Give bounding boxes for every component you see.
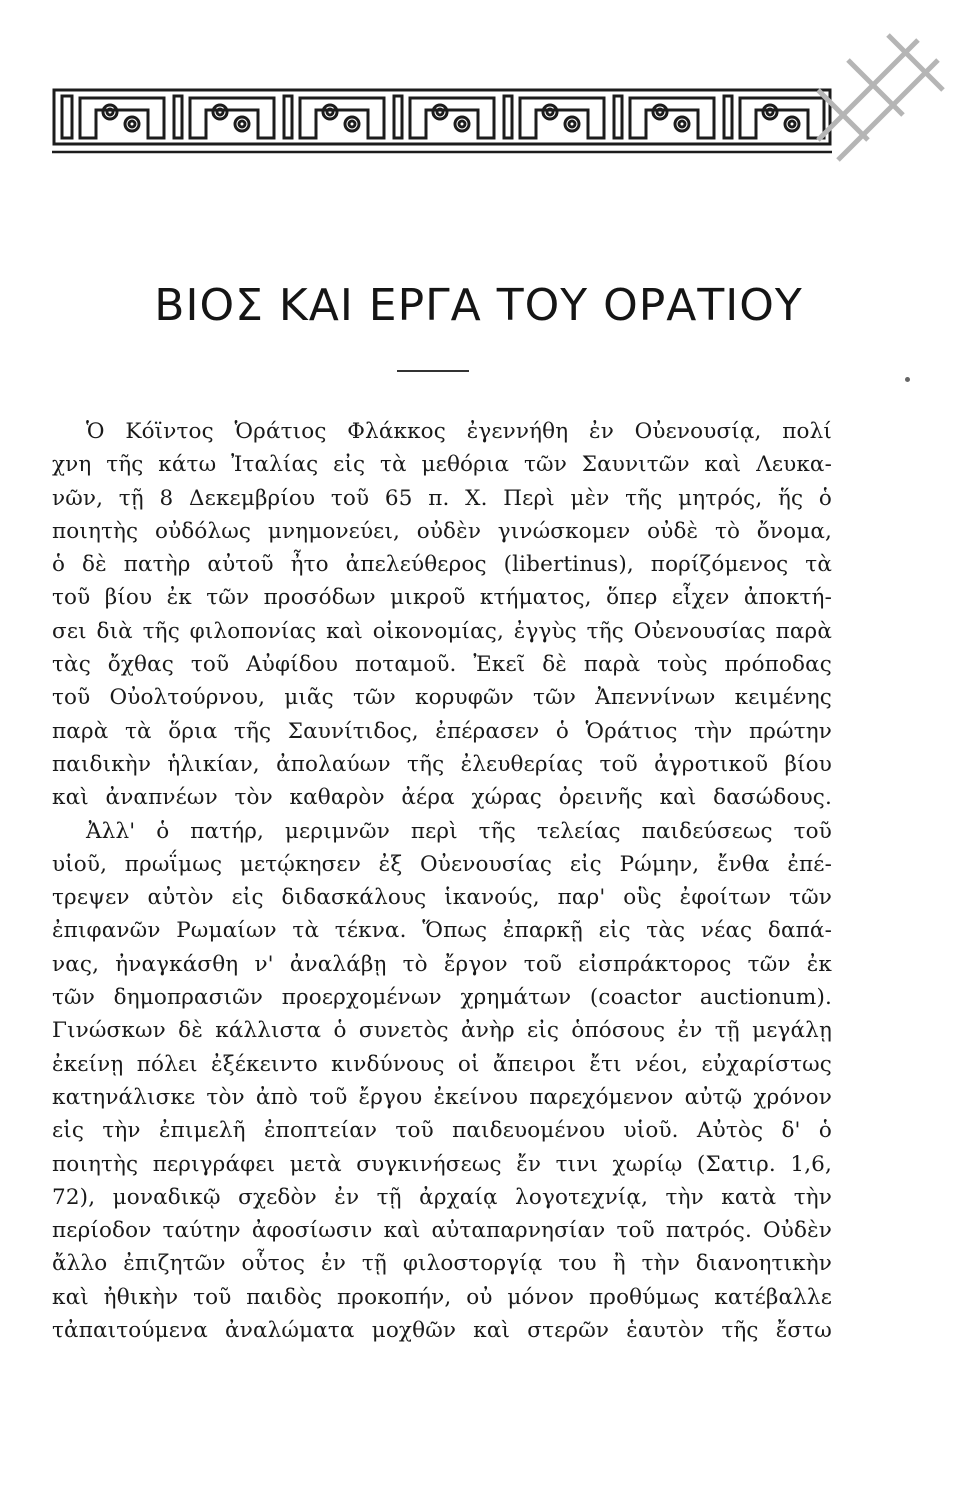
title-divider xyxy=(397,370,469,372)
text-line: τἀπαιτούμενα ἀναλώματα μοχθῶν καὶ στερῶν ἑαυτὸν τῆς ἔστω xyxy=(52,1318,832,1344)
text-line: Γινώσκων δὲ κάλλιστα ὁ συνετὸς ἀνὴρ εἰς ὁπόσους ἐν τῇ μεγάλῃ xyxy=(52,1018,832,1044)
text-line: χνη τῆς κάτω Ἰταλίας εἰς τὰ μεθόρια τῶν Σαυνιτῶν καὶ Λευκα- xyxy=(52,452,832,478)
text-line: ἐκείνῃ πόλει ἐξέκειντο κινδύνους οἱ ἄπειροι ἔτι νέοι, εὐχαρίστως xyxy=(52,1051,832,1077)
body-text xyxy=(52,415,832,1347)
text-line: τρεψεν αὐτὸν εἰς διδασκάλους ἱκανούς, παρ' οὓς ἐφοίτων τῶν xyxy=(52,885,832,911)
text-line: καὶ ἀναπνέων τὸν καθαρὸν ἀέρα χώρας ὀρεινῆς καὶ δασώδους. xyxy=(52,785,832,811)
text-line: ποιητὴς περιγράφει μετὰ συγκινήσεως ἔν τινι χωρίῳ (Σατιρ. 1,6, xyxy=(52,1151,832,1177)
greek-key-ornament-band xyxy=(52,82,832,156)
corner-lattice-ornament xyxy=(808,30,953,165)
text-line: νῶν, τῇ 8 Δεκεμβρίου τοῦ 65 π. Χ. Περὶ μὲν τῆς μητρός, ἥς ὁ xyxy=(52,485,832,511)
text-line: Ὁ Κόϊντος Ὁράτιος Φλάκκος ἐγεννήθη ἐν Οὐενουσίᾳ, πολί xyxy=(86,419,832,444)
text-line: ὁ δὲ πατὴρ αὐτοῦ ἦτο ἀπελεύθερος (libertinus), πορίζόμενος τὰ xyxy=(52,552,832,578)
text-line: 72), μοναδικῷ σχεδὸν ἐν τῇ ἀρχαίᾳ λογοτεχνίᾳ, τὴν κατὰ τὴν xyxy=(52,1184,832,1210)
text-line: καὶ ἠθικὴν τοῦ παιδὸς προκοπήν, οὐ μόνον προθύμως κατέβαλλε xyxy=(52,1284,832,1310)
text-line: παρὰ τὰ ὅρια τῆς Σαυνίτιδος, ἐπέρασεν ὁ Ὁράτιος τὴν πρώτην xyxy=(52,718,832,744)
text-line: νας, ἠναγκάσθη ν' ἀναλάβῃ τὸ ἔργον τοῦ εἰσπράκτορος τῶν ἐκ xyxy=(52,951,832,977)
text-line: τοῦ Οὐολτούρνου, μιᾶς τῶν κορυφῶν τῶν Ἀπεννίνων κειμένης xyxy=(52,685,832,711)
text-line: ἐπιφανῶν Ρωμαίων τὰ τέκνα. Ὅπως ἐπαρκῇ εἰς τὰς νέας δαπά- xyxy=(52,918,832,944)
text-line: υἱοῦ, πρωΐμως μετῴκησεν ἐξ Οὐενουσίας εἰς Ρώμην, ἔνθα ἐπέ- xyxy=(52,851,832,877)
text-line: εἰς τὴν ἐπιμελῆ ἐποπτείαν τοῦ παιδευομένου υἱοῦ. Αὐτὸς δ' ὁ xyxy=(52,1118,832,1144)
text-line: περίοδον ταύτην ἀφοσίωσιν καὶ αὐταπαρνησίαν τοῦ πατρός. Οὐδὲν xyxy=(52,1218,832,1244)
text-line: παιδικὴν ἡλικίαν, ἀπολαύων τῆς ἐλευθερίας τοῦ ἀγροτικοῦ βίου xyxy=(52,751,832,777)
text-line: τοῦ βίου ἐκ τῶν προσόδων μικροῦ κτήματος, ὅπερ εἶχεν ἀποκτή- xyxy=(52,585,832,611)
margin-speck xyxy=(905,377,910,382)
page-title: ΒΙΟΣ ΚΑΙ ΕΡΓΑ ΤΟΥ ΟΡΑΤΙΟΥ xyxy=(154,280,803,331)
text-line: ποιητὴς οὐδόλως μνημονεύει, οὐδὲν γινώσκομεν οὐδὲ τὸ ὄνομα, xyxy=(52,518,832,544)
text-line: Ἀλλ' ὁ πατήρ, μεριμνῶν περὶ τῆς τελείας παιδεύσεως τοῦ xyxy=(86,818,832,844)
text-line: τῶν δημοπρασιῶν προερχομένων χρημάτων (coactor auctionum). xyxy=(52,985,832,1011)
text-line: σει διὰ τῆς φιλοπονίας καὶ οἰκονομίας, ἐγγὺς τῆς Οὐενουσίας παρὰ xyxy=(52,618,832,644)
text-line: ἄλλο ἐπιζητῶν οὗτος ἐν τῇ φιλοστοργίᾳ του ἢ τὴν διανοητικὴν xyxy=(52,1251,832,1277)
text-line: κατηνάλισκε τὸν ἀπὸ τοῦ ἔργου ἐκείνου παρεχόμενον αὐτῷ χρόνον xyxy=(52,1084,832,1110)
text-line: τὰς ὄχθας τοῦ Αὐφίδου ποταμοῦ. Ἐκεῖ δὲ παρὰ τοὺς πρόποδας xyxy=(52,652,832,678)
